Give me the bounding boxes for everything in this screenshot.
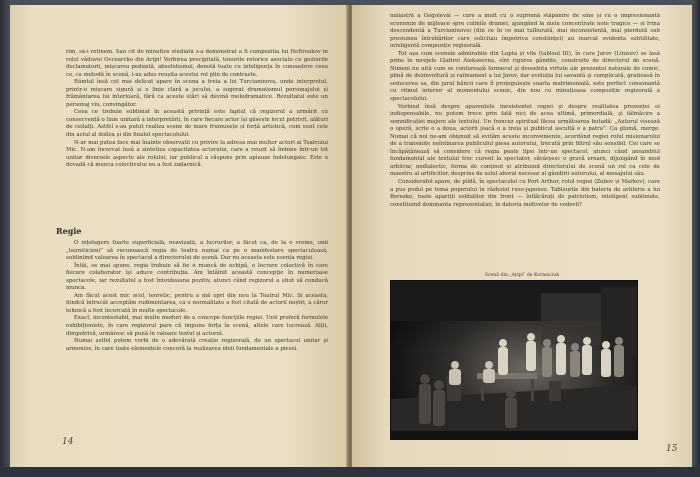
book-cover-right	[692, 0, 700, 477]
paragraph: Ceea ce trebuie subliniat în această privință este faptul că regizorul a urmărit cu consecvență o linie unitară a interpretării, în care fiecare actor își găsește locul potrivit, alături de ceilalți. Astfel s-au putut realiza scene de mare frumusețe și forță artistică, cum sunt cele din actul al doilea și din finalul spectacolului.	[66, 109, 328, 139]
photo-caption: Scenă din „Aripi” de Korneiciuk	[484, 273, 560, 278]
paragraph: Numai astfel putem vorbi de o adevărată creație regizorală, de un spectacol unitar și armonios, în care toate elementele concură la realizarea ideii fundamentale a piesei.	[66, 338, 328, 352]
left-page-text-top	[66, 49, 328, 221]
paragraph: rim, să-i retinem. San cit de minutios studiată s-a demonstrat a fi compozitia lui Holtreakov în rolul văduvei Ovcearcko din Aripi! Vorbirea precipitată, tonurile retorice asociate cu gesturile declamatorii, mișcarea pedantă, absolutismul, denotă toate cu inteligența în cunoaștere ceea ce, ca metodă în scenă, i-au adus reușita acestui rol plin de contraste.	[66, 49, 328, 78]
page-number-right: 15	[666, 444, 678, 454]
section-heading: Regie	[56, 226, 82, 236]
paragraph: Exact, incontestabil, mai multe moduri de a concepe funcțiile regiei. Unii preferă formulele exhibiționiste, în care regizorul pare că impune forța în scenă, altele care lucrează. Alții, dimpotrivă, urmăresc să pună în valoare textul și actorul.	[66, 315, 328, 337]
paragraph: Considerabil apare, de pildă, în spectacolul cu Port Arthur, rolul regiei (Zubov și Markov), care a pus podul pe tema poporului în războiul ruso-japonez. Tablourile din bateria de artilerie a lui Berezko, toate apariții soldaților din front — înflăcărați de patriotism, inteligent subliniate, constituind dominanta reprezentației, în datoria motivelor de vodevil?	[390, 179, 660, 208]
left-page	[10, 5, 348, 467]
paragraph: Tot așa cum scenele admirabile din Lupta și vile (tabloul III), în care Jarov (Lînisev) se lasă prins în mrejele Glafirei Alekseevna, sînt riguros gândite, construite de directorul de scenă. Nimeni nu uită cum se conturează farmecul și deosebita virtute ale prezentei naturale de comic, plină de dezinvoltură și rafinament a lui Jarov, dar evoluția lui savantă și complicată, grațioasă în seducerea sa, din jurul băncii care îl proțeguiește soarta matrimonială, este perfect consonantă cu ritmul interior al momentului scenic, din nou cu minuțioasa compoziție regizorală a spectacolului.	[390, 50, 660, 103]
paragraph: Întâi, se mai spune, regia trebuie să fie o muncă de echipă, o lucrare colectivă în care fiecare colaborator își aduce contribuția. Am întâlnit această concepție în numeroase spectacole, iar rezultatul a fost întotdeauna pozitiv, atunci când regizorul a știut să conducă munca.	[66, 262, 328, 292]
paragraph: O înțelegere foarte superficială, neavizată, a lucrurilor, a făcut ca, de la o vreme, unii „teoreticieni” să recunoască regia de teatru numai ca pe o manifestare spectaculoasă, subliniind valoarea în spectacol a directorului de scenă. Dar nu aceasta este esența regiei.	[66, 240, 328, 262]
stage-photo	[390, 280, 638, 440]
stage-scene-illustration	[391, 281, 638, 440]
book-cover-bottom	[0, 467, 700, 477]
paragraph: măiastră a Gogolevăi — care a mult cu o supremă stăpânire de sine și cu o impresionantă economie de mijloace spre culmile dramei, ajungând la niste concentrate note tragice — și Irina descendentă a Turcianinovei (din ce în ce mai tulburată, mai inconsistentă, mai pierdută sub presiunea întrebărilor care solicitau împotriva constiinței) au marcat evidenta subtilitate, inteligentă compoziție regizorală.	[390, 13, 660, 50]
paragraph: Râmtul însă cel mai delicat apare în scena a treia a lui Turcianinova, unde interpretul, printr-o mișcare sigură și o linie clară a jocului, a sugerat dramatismul personajului și frământarea lui interioară, fără ca aceste stări să devină melodramatice. Rezultatul este un personaj viu, convingător.	[66, 79, 328, 108]
paragraph: Vorbind însă despre aparențele inexistentei regiei și despre realitatea prezenței ei indispensabile, nu putem trece prin fată nici de acea ultimă, primordială, și tălmăcire a semnificației majore ale textului. Un francez spiritual făcea următoarea butadă: „Autorul visează o operă, scrie o a doua, actorii joacă o a treia și publicul ascultă o a patra”. Ca glumă, merge. Numai că noi ne-am obișnuit să evităm aceste inconveniente, acordând regiei rolul misionarului de a transmite neîntinarea publicului piesa autorului, trecută prin filtrul său sensibil. Cei care se încăpățânează să considere că regia poate lipsi într-un spectacol, atunci când ansamblul fundamental ale textului trec curent la spectator, săvârșesc o gravă eroare, dijungând în mod arbitrar, nedialectic, forma de conținut și atribuind directorului de scenă un rol ca cele de maestru al artificiilor, desprins de solul aboral necesar al gândirii autorului, al mesajului său.	[390, 103, 660, 178]
right-page	[352, 5, 692, 467]
page-number-left: 14	[62, 437, 74, 447]
paragraph: Am făcut acest mic ocol, teoretic, pentru a mă opri din nou la Teatrul Mic. Și aceasta, fiindcă întrucât acceptăm rudimentarea, ca o normalitate a fost citată de actorii noștri, a căror tehnică a fost încercată în multe spectacole.	[66, 292, 328, 314]
book-cover-left	[0, 0, 10, 477]
left-page-text-bottom	[66, 240, 328, 432]
paragraph: N-ar mai putea face mai înainte observatii cu privire la adresa mai multor actori ai Teatrului Mic. N-am încercat însă a sintetiza capacitatea actorului, care a reușit să îmbine într-un tot unitar diversele aspecte ale rolului, iar publicul a răspuns prin aplauze îndelungate. Este o dovadă că munca colectivului nu a fost zadarnică.	[66, 139, 328, 169]
right-page-text	[390, 13, 660, 285]
